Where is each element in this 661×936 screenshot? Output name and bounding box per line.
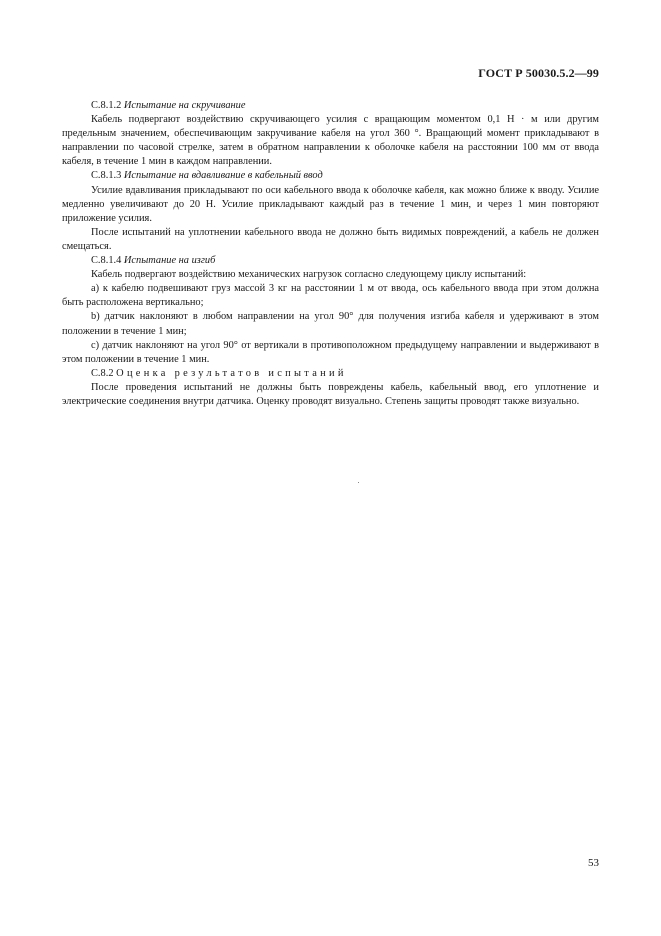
document-code-header: ГОСТ Р 50030.5.2—99 xyxy=(478,66,599,80)
document-body xyxy=(62,99,599,409)
page-number: 53 xyxy=(588,857,599,869)
section-heading-c814 xyxy=(62,254,599,268)
section-title: Испытание на изгиб xyxy=(123,255,216,267)
paragraph-push-force: Усилие вдавливания прикладывают по оси кабельного ввода к оболочке кабеля, как можно ближе к вводу. Усилие медленно увеличивают до 20 Н. Усилие прикладывают каждый раз в течение 1 мин, и через 1 мин повторяют приложение усилия. xyxy=(62,184,599,224)
section-number: С.8.1.3 xyxy=(91,170,122,182)
section-title: Испытание на вдавливание в кабельный ввод xyxy=(123,170,323,182)
section-number: С.8.1.4 xyxy=(91,255,122,267)
paragraph-push-result: После испытаний на уплотнении кабельного ввода не должно быть видимых повреждений, а кабель не должен смещаться. xyxy=(62,226,599,252)
paragraph-results-evaluation: После проведения испытаний не должны быть повреждены кабель, кабельный ввод, его уплотнение и электрические соединения внутри датчика. Оценку проводят визуально. Степень защиты проводят также визуально. xyxy=(62,381,599,407)
section-heading-c82 xyxy=(62,367,599,381)
list-item-bend-a: а) к кабелю подвешивают груз массой 3 кг на расстоянии 1 м от ввода, ось кабельного ввода при этом должна быть расположена вертикально; xyxy=(62,283,599,309)
list-item-bend-b: b) датчик наклоняют в любом направлении на угол 90° для получения изгиба кабеля и удерживают в этом положении в течение 1 мин; xyxy=(62,311,599,337)
section-title: Испытание на скручивание xyxy=(123,100,246,111)
section-title: Оценка результатов испытаний xyxy=(116,367,347,379)
scan-speck xyxy=(358,482,359,483)
paragraph-torsion-test: Кабель подвергают воздействию скручивающего усилия с вращающим моментом 0,1 Н · м или другим предельным значением, обеспечивающим закручивание кабеля на угол 360 °. Вращающий момент прикладывают в направлении по часовой стрелке, затем в обратном направлении к оболочке кабеля на расстоянии 100 мм от ввода кабеля, в течение 1 мин в каждом направлении. xyxy=(62,114,599,168)
section-heading-c813 xyxy=(62,169,599,183)
paragraph-bend-intro: Кабель подвергают воздействию механических нагрузок согласно следующему циклу испытаний: xyxy=(91,269,527,281)
section-number: С.8.1.2 xyxy=(91,100,122,111)
section-heading-c812 xyxy=(62,99,599,113)
section-number: С.8.2 xyxy=(91,367,114,379)
list-item-bend-c: с) датчик наклоняют на угол 90° от вертикали в противоположном предыдущему направлении и выдерживают в этом положении в течение 1 мин. xyxy=(62,339,599,365)
